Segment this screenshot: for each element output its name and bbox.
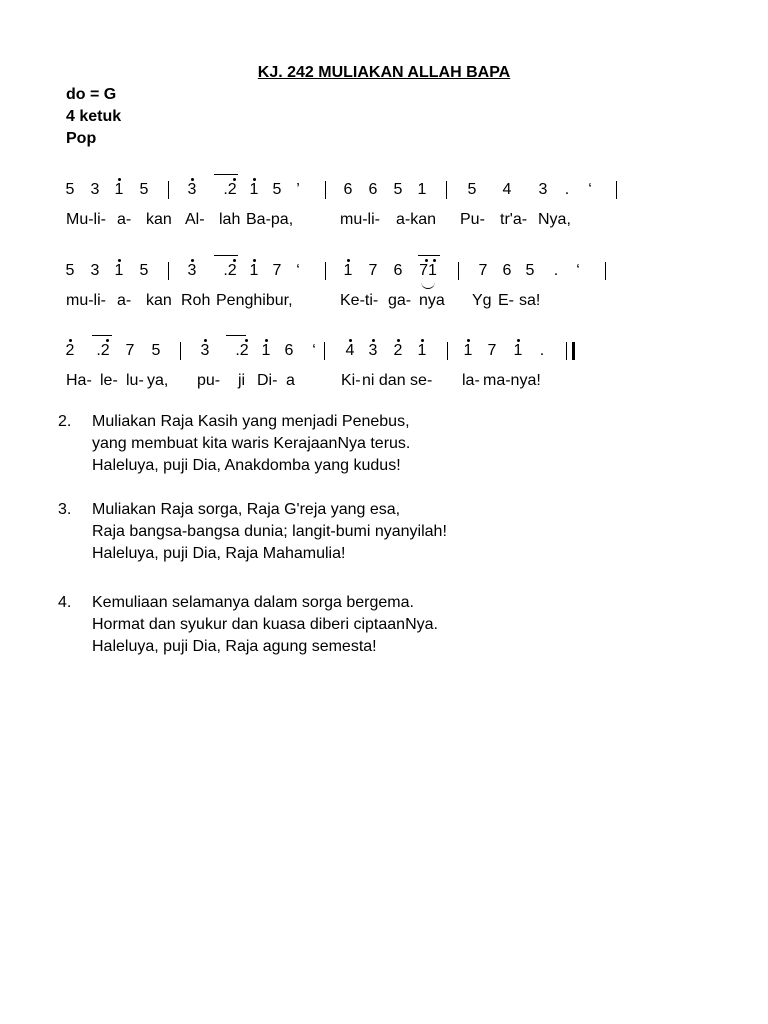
verse-line: Raja bangsa-bangsa dunia; langit-bumi nyanyilah! xyxy=(92,523,447,540)
slur xyxy=(421,282,435,289)
octave-dot xyxy=(106,339,109,342)
note: 5 xyxy=(525,262,535,279)
style-label: Pop xyxy=(66,130,97,147)
note: 3 xyxy=(187,181,197,198)
note: 1 xyxy=(513,342,523,359)
beam-line xyxy=(226,335,246,336)
note: 3 xyxy=(200,342,210,359)
verse-line: Muliakan Raja sorga, Raja G'reja yang esa, xyxy=(92,501,401,518)
lyric-syllable: pu- xyxy=(197,372,221,389)
octave-dot xyxy=(245,339,248,342)
lyric-syllable: la- xyxy=(462,372,480,389)
lyric-syllable: mu-li- xyxy=(340,211,380,228)
note: 5 xyxy=(467,181,477,198)
note: 7 xyxy=(478,262,488,279)
lyric-syllable: Ke-ti- xyxy=(340,292,379,309)
note: 2 xyxy=(65,342,75,359)
verse-number: 2. xyxy=(58,413,72,430)
barline xyxy=(446,181,447,199)
lyric-syllable: a- xyxy=(117,292,132,309)
note: 4 xyxy=(345,342,355,359)
octave-dot xyxy=(69,339,72,342)
barline xyxy=(168,181,169,199)
note: 6 xyxy=(502,262,512,279)
note: .2 xyxy=(223,262,237,279)
note: 3 xyxy=(90,181,100,198)
octave-dot xyxy=(433,259,436,262)
octave-dot xyxy=(517,339,520,342)
octave-dot xyxy=(191,259,194,262)
barline xyxy=(180,342,181,360)
lyric-syllable: a-kan xyxy=(396,211,437,228)
note: 5 xyxy=(272,181,282,198)
lyric-syllable: Ha- xyxy=(66,372,92,389)
note: 1 xyxy=(114,181,124,198)
octave-dot xyxy=(253,259,256,262)
barline xyxy=(168,262,169,280)
note: 5 xyxy=(65,262,75,279)
lyric-syllable: ya, xyxy=(147,372,169,389)
verse-line: Haleluya, puji Dia, Anakdomba yang kudus! xyxy=(92,457,401,474)
final-barline xyxy=(566,342,575,360)
verse-line: Haleluya, puji Dia, Raja agung semesta! xyxy=(92,638,377,655)
octave-dot xyxy=(191,178,194,181)
octave-dot xyxy=(397,339,400,342)
note: 5 xyxy=(139,262,149,279)
octave-dot xyxy=(118,259,121,262)
lyric-syllable: ga- xyxy=(388,292,412,309)
lyric-syllable: tr'a- xyxy=(500,211,528,228)
lyric-syllable: lu- xyxy=(126,372,144,389)
verse-line: Hormat dan syukur dan kuasa diberi ciptaanNya. xyxy=(92,616,438,633)
octave-dot xyxy=(118,178,121,181)
note: 7 xyxy=(272,262,282,279)
note: 6 xyxy=(368,181,378,198)
note: ‘ xyxy=(588,181,592,198)
note: .2 xyxy=(223,181,237,198)
note: 1 xyxy=(417,181,427,198)
note: .2 xyxy=(96,342,110,359)
verse-line: Haleluya, puji Dia, Raja Mahamulia! xyxy=(92,545,346,562)
barline xyxy=(605,262,606,280)
octave-dot xyxy=(425,259,428,262)
key-signature: do = G xyxy=(66,86,117,103)
note: . xyxy=(553,262,559,279)
lyric-syllable: a- xyxy=(117,211,132,228)
lyric-syllable: lah xyxy=(219,211,241,228)
lyric-syllable: nya xyxy=(419,292,445,309)
note: 1 xyxy=(249,262,259,279)
lyric-syllable: Nya, xyxy=(538,211,571,228)
lyric-syllable: Al- xyxy=(185,211,205,228)
lyric-syllable: E- xyxy=(498,292,514,309)
barline xyxy=(325,262,326,280)
lyric-syllable: Mu-li- xyxy=(66,211,106,228)
barline xyxy=(447,342,448,360)
octave-dot xyxy=(204,339,207,342)
note: 6 xyxy=(393,262,403,279)
octave-dot xyxy=(372,339,375,342)
lyric-syllable: sa! xyxy=(519,292,541,309)
lyric-syllable: mu-li- xyxy=(66,292,106,309)
note: ’ xyxy=(296,181,300,198)
lyric-syllable: ma-nya! xyxy=(483,372,541,389)
beam-line xyxy=(214,174,238,175)
note: 3 xyxy=(538,181,548,198)
lyric-syllable: Di- xyxy=(257,372,278,389)
lyric-syllable: Penghibur, xyxy=(216,292,293,309)
verse-number: 4. xyxy=(58,594,72,611)
barline xyxy=(324,342,325,360)
note: 4 xyxy=(502,181,512,198)
barline xyxy=(458,262,459,280)
octave-dot xyxy=(265,339,268,342)
verse-number: 3. xyxy=(58,501,72,518)
note: 6 xyxy=(284,342,294,359)
note: ‘ xyxy=(312,342,316,359)
lyric-syllable: ni dan se- xyxy=(362,372,433,389)
note: 5 xyxy=(151,342,161,359)
octave-dot xyxy=(233,259,236,262)
lyric-syllable: kan xyxy=(146,292,172,309)
verse-line: Muliakan Raja Kasih yang menjadi Penebus, xyxy=(92,413,410,430)
note: 3 xyxy=(90,262,100,279)
lyric-syllable: Ba-pa, xyxy=(246,211,294,228)
note: 1 xyxy=(463,342,473,359)
octave-dot xyxy=(233,178,236,181)
note: 5 xyxy=(139,181,149,198)
octave-dot xyxy=(347,259,350,262)
note: ‘ xyxy=(576,262,580,279)
note: 1 xyxy=(417,342,427,359)
note: . xyxy=(539,342,545,359)
octave-dot xyxy=(421,339,424,342)
lyric-syllable: ji xyxy=(238,372,246,389)
barline xyxy=(616,181,617,199)
lyric-syllable: a xyxy=(286,372,295,389)
note: 1 xyxy=(114,262,124,279)
note: 1 xyxy=(343,262,353,279)
time-signature: 4 ketuk xyxy=(66,108,122,125)
note: 3 xyxy=(187,262,197,279)
note: 2 xyxy=(393,342,403,359)
note: ‘ xyxy=(296,262,300,279)
lyric-syllable: Pu- xyxy=(460,211,485,228)
beam-line xyxy=(92,335,112,336)
note: 1 xyxy=(261,342,271,359)
octave-dot xyxy=(349,339,352,342)
note: 5 xyxy=(393,181,403,198)
note: 3 xyxy=(368,342,378,359)
note: . xyxy=(564,181,570,198)
note: .2 xyxy=(235,342,249,359)
beam-line xyxy=(418,255,440,256)
note: 7 xyxy=(487,342,497,359)
lyric-syllable: Yg xyxy=(472,292,492,309)
octave-dot xyxy=(253,178,256,181)
note: 6 xyxy=(343,181,353,198)
note: 1 xyxy=(249,181,259,198)
verse-line: yang membuat kita waris KerajaanNya terus. xyxy=(92,435,411,452)
beam-line xyxy=(214,255,238,256)
song-title: KJ. 242 MULIAKAN ALLAH BAPA xyxy=(257,64,511,81)
lyric-syllable: Ki- xyxy=(341,372,361,389)
note: 71 xyxy=(419,262,437,279)
lyric-syllable: Roh xyxy=(181,292,211,309)
lyric-syllable: le- xyxy=(100,372,118,389)
note: 7 xyxy=(125,342,135,359)
barline xyxy=(325,181,326,199)
verse-line: Kemuliaan selamanya dalam sorga bergema. xyxy=(92,594,414,611)
lyric-syllable: kan xyxy=(146,211,172,228)
note: 7 xyxy=(368,262,378,279)
note: 5 xyxy=(65,181,75,198)
octave-dot xyxy=(467,339,470,342)
